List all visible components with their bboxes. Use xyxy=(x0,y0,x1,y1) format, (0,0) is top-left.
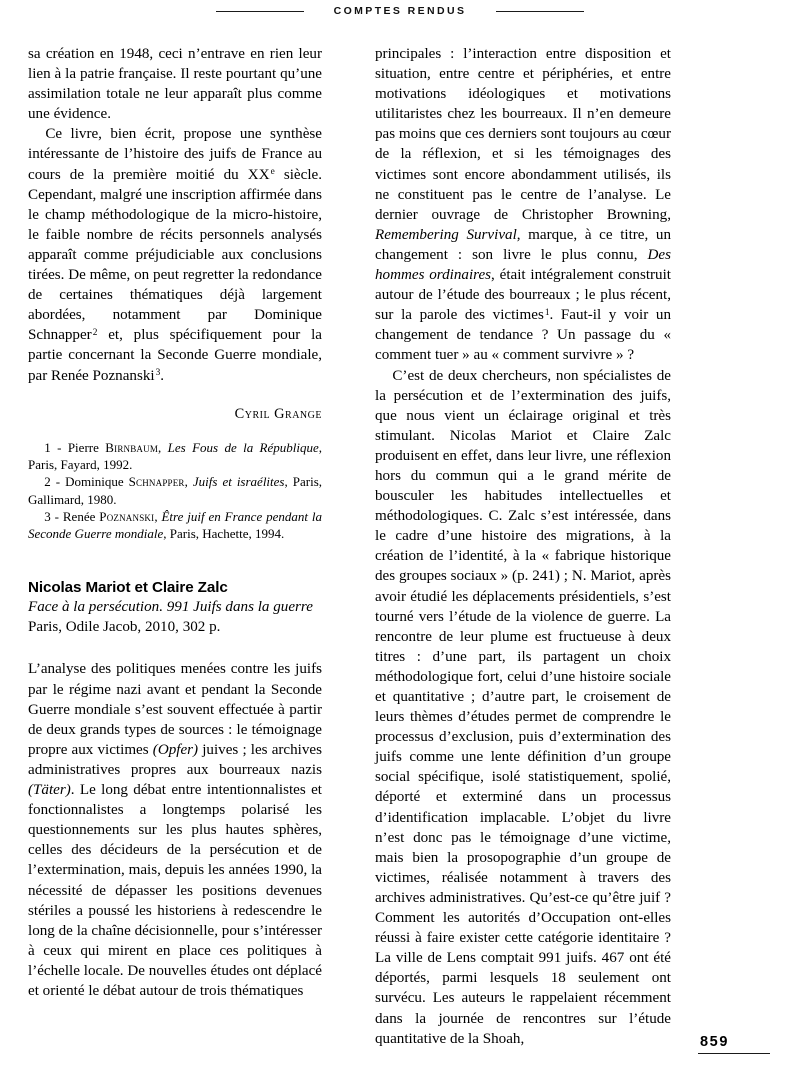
paragraph-cest-de-deux xyxy=(375,366,671,1049)
analyse-text-3: . Le long débat entre intentionnalistes et fonctionnalistes a longtemps polarisé les questionnements sur les plus hautes sphères, celles des décideurs de la persécution et de l’extermination, mais, depuis les années 1990, la nécessité de dépasser les positions devenues stériles a poussé les historiens à redescendre le long de la chaîne décisionnelle, pour s’intéresser à ceux qui mirent en place ces politiques à l’échelle locale. De nouvelles études ont déplacé et orienté le débat autour de trois thématiques xyxy=(28,782,322,999)
review-authors: Nicolas Mariot et Claire Zalc xyxy=(28,579,228,597)
term-opfer: (Opfer) xyxy=(152,741,199,758)
page-number: 859 xyxy=(700,1034,729,1050)
footnote-2 xyxy=(28,473,322,508)
footnote-3-title: Être juif en France pendant la Seconde Guerre mondiale xyxy=(28,508,323,542)
book-remembering-survival: Remembering Survival xyxy=(375,226,517,243)
cest-de-deux-text: C’est de deux chercheurs, non spécialistes de la persécution et de l’extermination des juifs, que nous vient un éclairage original et très stimulant. Nicolas Mariot et Claire Zalc produisent en effet, dans leur livre, une réflexion hors du commun qui a le grand mérite de bousculer les habitudes intellectuelles et méthodologiques. C. Zalc s’est intéressée, dans le cadre d’une histoire des migrations, à la création de l’identité, à la « fabrique historique des groupes sociaux » (p. 241) ; N. Mariot, après avoir étudié les déplacements présidentiels, s’est tourné vers l’étude de la violence de guerre. La rencontre de leur plume est fructueuse à deux titres : d’une part, ils partagent un choix méthodologique fort, celui d’une histoire sociale et quantitative ; d’autre part, le croisement de leurs thèmes d’études permet de comprendre le processus d’exclusion, puis d’extermination des juifs comme une lente définition d’un groupe social spécifique, isolé statistiquement, spolié, déporté et exterminé dans un processus d’identification implacable. L’objet du livre n’est donc pas le témoignage d’une victime, mais bien la prosopographie d’un groupe de victimes, réalisée notamment à travers des archives administratives. Qu’est-ce qu’être juif ? Comment les autorités d’Occupation ont-elles réussi à faire exister cette catégorie identitaire ? La ville de Lens comptait 991 juifs. 467 ont été déportés, parmi lesquels 18 seulement ont survécu. Les auteurs le rappelaient récemment dans la journée de rencontres sur l’étude quantitative de la Shoah, xyxy=(375,367,671,1047)
running-head-rule-left xyxy=(216,11,304,12)
analyse-text-2: juives ; les archives administratives propres aux bourreaux nazis xyxy=(28,741,322,778)
book-des-hommes-ordinaires: Des hommes ordinaires xyxy=(375,246,671,284)
review-heading xyxy=(28,578,322,637)
principales-text-1: principales : l’interaction entre disposition et situation, entre centre et périphéries, et entre motivations idéologiques et motivations utilitaristes chez les bourreaux. Il n’en demeure pas moins que ces derniers sont toujours au cœur de la réflexion, et si les témoignages des victimes sont encore abondamment utilisés, ils ne constituent pas le centre de l’analyse. Le dernier ouvrage de Christopher Browning, xyxy=(375,46,671,223)
paragraph-principales xyxy=(375,44,671,366)
footnote-1-author-first: Pierre xyxy=(67,439,99,455)
ce-livre-text-4: . xyxy=(160,367,165,384)
principales-text-2: , marque, à ce titre, un changement : son livre le plus connu, xyxy=(375,226,671,263)
principales-text-3: , était intégralement construit autour de l’étude des bourreaux ; le plus récent, sur la parole des victimes xyxy=(375,267,671,324)
review-body xyxy=(28,659,322,1001)
footnote-2-author-first: Dominique xyxy=(65,474,124,490)
review-book-imprint: Paris, Odile Jacob, 2010, 302 p. xyxy=(28,618,221,635)
footnote-3-number: 3 - xyxy=(44,508,59,524)
ce-livre-text-1: Ce livre, bien écrit, propose une synthèse intéressante de l’histoire des juifs de France au cours de la première moitié du XX xyxy=(28,126,322,183)
footnote-ref-2[interactable]: 2 xyxy=(92,327,98,338)
footnote-3-sep: , xyxy=(154,508,162,524)
reviewer-signature: Cyril Grange xyxy=(234,405,322,422)
folio xyxy=(698,1034,772,1054)
running-head xyxy=(0,0,800,22)
paragraph-ce-livre xyxy=(28,124,322,385)
footnote-list xyxy=(28,439,322,543)
footnote-1-sep: , xyxy=(158,439,168,455)
running-head-title: COMPTES RENDUS xyxy=(333,5,467,17)
footnote-1-author-last: Birnbaum xyxy=(105,439,159,455)
paragraph-continued xyxy=(28,44,322,124)
footnote-2-imprint: , Paris, Gallimard, 1980. xyxy=(28,474,322,507)
footnote-ref-1[interactable]: 1 xyxy=(544,307,550,318)
footnote-1-number: 1 - xyxy=(44,439,62,455)
footnote-ref-3[interactable]: 3 xyxy=(155,367,161,378)
footnote-2-sep: , xyxy=(184,474,193,490)
analyse-text-1: L’analyse des politiques menées contre les juifs par le régime nazi avant et pendant la Seconde Guerre mondiale s’est souvent effectuée à partir de deux grands types de sources : le témoignage propre aux victimes xyxy=(28,661,322,758)
ce-livre-text-3: et, plus spécifiquement pour la partie concernant la Seconde Guerre mondiale, par Renée Poznanski xyxy=(28,327,322,384)
footnote-1 xyxy=(28,439,322,474)
right-column xyxy=(375,44,671,1049)
footnote-3 xyxy=(28,508,322,543)
term-taeter: (Täter) xyxy=(28,782,71,799)
ordinal-superscript-e: e xyxy=(270,166,275,177)
footnote-2-title: Juifs et israélites xyxy=(192,474,285,490)
running-head-rule-right xyxy=(496,11,584,12)
folio-rule xyxy=(698,1053,770,1054)
footnote-2-number: 2 - xyxy=(44,474,61,490)
principales-text-4: . Faut-il y voir un changement de tendance ? Un passage du « comment tuer » au « comment survivre » ? xyxy=(375,307,671,364)
review-book-title: Face à la persécution. 991 Juifs dans la guerre xyxy=(28,599,313,616)
left-column xyxy=(28,44,322,1001)
footnote-3-author-last: Poznanski xyxy=(99,508,155,524)
footnote-2-author-last: Schnapper xyxy=(128,474,185,490)
footnote-3-imprint: , Paris, Hachette, 1994. xyxy=(163,526,285,542)
footnote-1-title: Les Fous de la République xyxy=(167,439,319,455)
footnote-1-imprint: , Paris, Fayard, 1992. xyxy=(28,439,323,472)
paragraph-continued-text: sa création en 1948, ceci n’entrave en rien leur lien à la patrie française. Il reste pourtant qu’une assimilation totale ne leur apparaît plus comme une évidence. xyxy=(28,46,322,123)
paragraph-analyse xyxy=(28,659,322,1001)
footnote-3-author-first: Renée xyxy=(62,508,96,524)
ce-livre-text-2: siècle. Cependant, malgré une inscription affirmée dans le champ méthodologique de la micro-histoire, le faible nombre de récits personnels analysés apparaît comme préjudiciable aux conclusions tirées. De même, on peut regretter la redondance de certaines thématiques déjà largement abordées, notamment par Dominique Schnapper xyxy=(28,166,322,344)
